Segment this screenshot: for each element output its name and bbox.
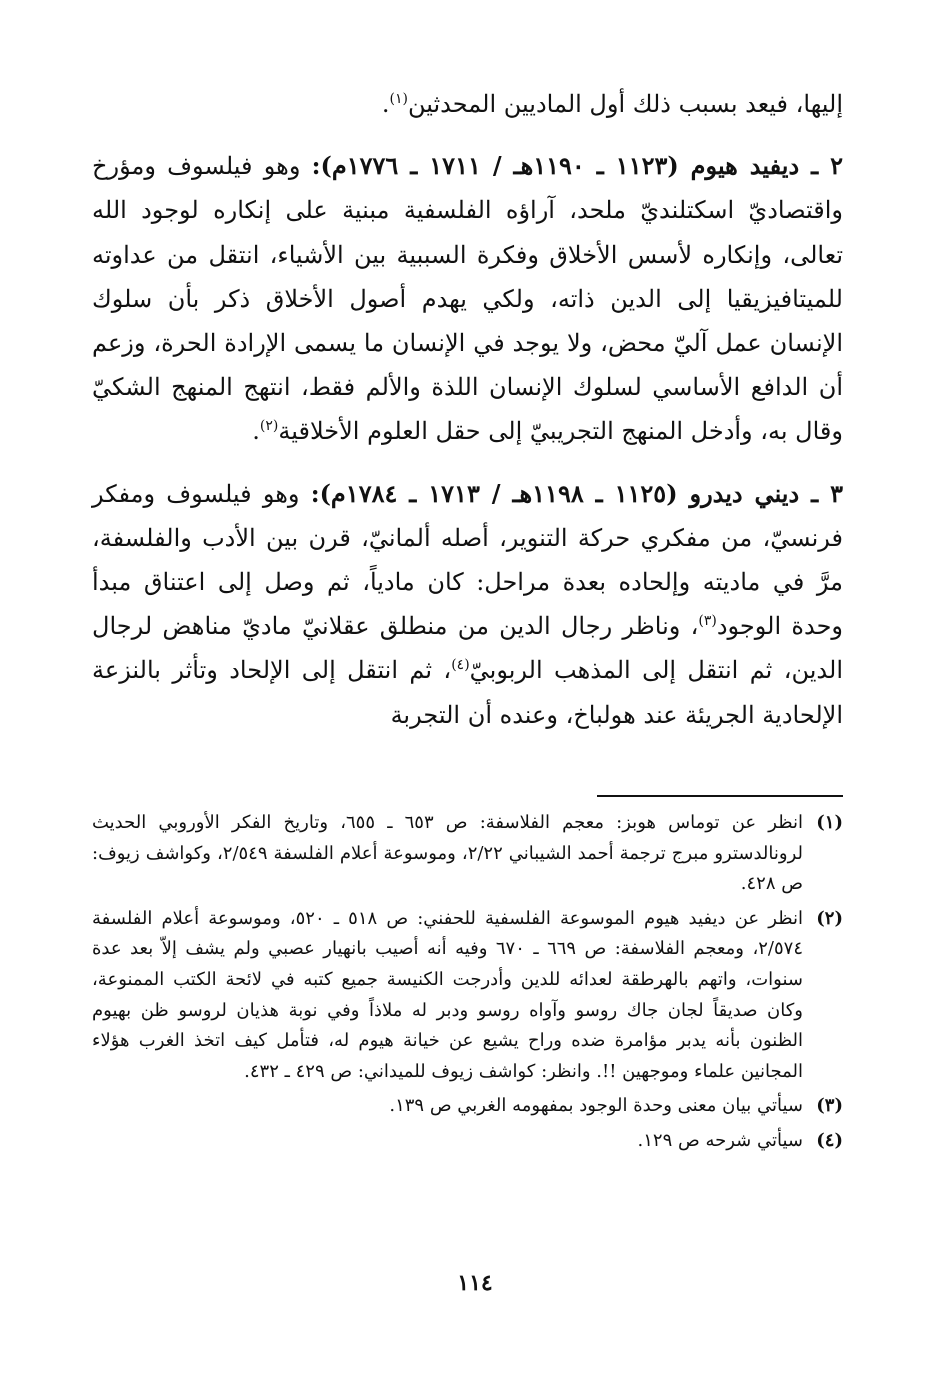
footnote-number: (٤) (816, 1129, 843, 1151)
footnote-ref-1: (١) (389, 91, 408, 107)
paragraph-3 (92, 472, 843, 737)
paragraph-3-text-c: ، ثم انتقل إلى الإلحاد وتأثر بالنزعة الإلحادية الجريئة عند هولباخ، وعنده أن التجربة (92, 656, 843, 729)
paragraph-1 (92, 82, 843, 126)
footnote-3 (92, 1091, 843, 1122)
footnote-number: (١) (816, 812, 843, 833)
paragraph-2 (92, 144, 843, 453)
paragraph-1-text: إليها، فيعد بسبب ذلك أول الماديين المحدثين (407, 90, 843, 118)
paragraph-2-text: وهو فيلسوف ومؤرخ واقتصاديّ اسكتلنديّ ملحد، آراؤه الفلسفية مبنية على إنكاره لوجود الله تعالى، وإنكاره لأسس الأخلاق وفكرة السببية بين الأشياء، انتقل من عداوته للميتافيزيقيا إلى الدين ذاته، ولكي يهدم أصول الأخلاق ذكر بأن سلوك الإنسان عمل آليّ محض، ولا يوجد في الإنسان ما يسمى الإرادة الحرة، وزعم أن الدافع الأساسي لسلوك الإنسان اللذة والألم فقط، انتهج المنهج الشكيّ وقال به، وأدخل المنهج التجريبيّ إلى حقل العلوم الأخلاقية (92, 152, 844, 446)
paragraph-3-text-a: وهو فيلسوف ومفكر فرنسيّ، من مفكري حركة التنوير، أصله ألمانيّ، قرن بين الأدب والفلسفة، مرَّ في ماديته وإلحاده بعدة مراحل: كان مادياً، ثم وصل إلى اعتناق مبدأ وحدة الوجود (92, 479, 843, 641)
paragraph-3-text-b: ، وناظر رجال الدين من منطلق عقلانيّ ماديّ مناهض لرجال الدين، ثم انتقل إلى المذهب الربوبيّ (92, 612, 844, 685)
main-text (92, 82, 843, 737)
footnote-separator (597, 795, 843, 797)
paragraph-2-end: . (252, 417, 260, 446)
footnote-ref-4: (٤) (451, 657, 470, 674)
footnote-4 (92, 1126, 843, 1157)
footnote-number: (٣) (816, 1095, 843, 1117)
footnote-ref-3: (٣) (698, 613, 717, 630)
footnote-ref-2: (٢) (259, 418, 279, 435)
footnote-1 (92, 808, 843, 900)
footnote-2 (92, 904, 843, 1088)
footnote-text: انظر عن توماس هوبز: معجم الفلاسفة: ص ٦٥٣ ـ ٦٥٥، وتاريخ الفكر الأوروبي الحديث لرونالدسترو مبرج ترجمة أحمد الشيباني ٢/٢٢، وموسوعة أعلام الفلسفة ٢/٥٤٩، وكواشف زيوف: ص ٤٢٨. (92, 812, 804, 895)
footnote-text: انظر عن ديفيد هيوم الموسوعة الفلسفية للحفني: ص ٥١٨ ـ ٥٢٠، وموسوعة أعلام الفلسفة ٢/٥٧٤، ومعجم الفلاسفة: ص ٦٦٩ ـ ٦٧٠ وفيه أنه أصيب بانهيار عصبي ولم يشف إلاّ بعد عدة سنوات، واتهم بالهرطقة لعدائه للدين وأدرجت الكنيسة جميع كتبه في لائحة الكتب الممنوعة، وكان صديقاً لجان جاك روسو وآواه روسو ودبر له ملاذاً وفي نوبة هذيان لروسو ظن بهيوم الظنون بأنه يدبر مؤامرة ضده وراح يشيع عن خيانة هيوم له، فتأمل كيف اتخذ الغرب هؤلاء المجانين علماء وموجهين !!. وانظر: كواشف زيوف للميداني: ص ٤٢٩ ـ ٤٣٢. (92, 907, 803, 1082)
entry-heading-diderot: ٣ ـ ديني ديدرو (١١٢٥ ـ ١١٩٨هـ / ١٧١٣ ـ ١٧٨٤م): (310, 478, 843, 508)
footnote-text: سيأتي شرحه ص ١٢٩. (637, 1129, 803, 1151)
page-number: ١١٤ (457, 1270, 493, 1296)
entry-heading-hume: ٢ ـ ديفيد هيوم (١١٢٣ ـ ١١٩٠هـ / ١٧١١ ـ ١٧٧٦م): (311, 151, 844, 181)
footnote-number: (٢) (816, 907, 843, 929)
footnote-text: سيأتي بيان معنى وحدة الوجود بمفهومه الغربي ص ١٣٩. (389, 1095, 803, 1117)
paragraph-1-end: . (381, 90, 390, 118)
footnotes (92, 808, 843, 1161)
